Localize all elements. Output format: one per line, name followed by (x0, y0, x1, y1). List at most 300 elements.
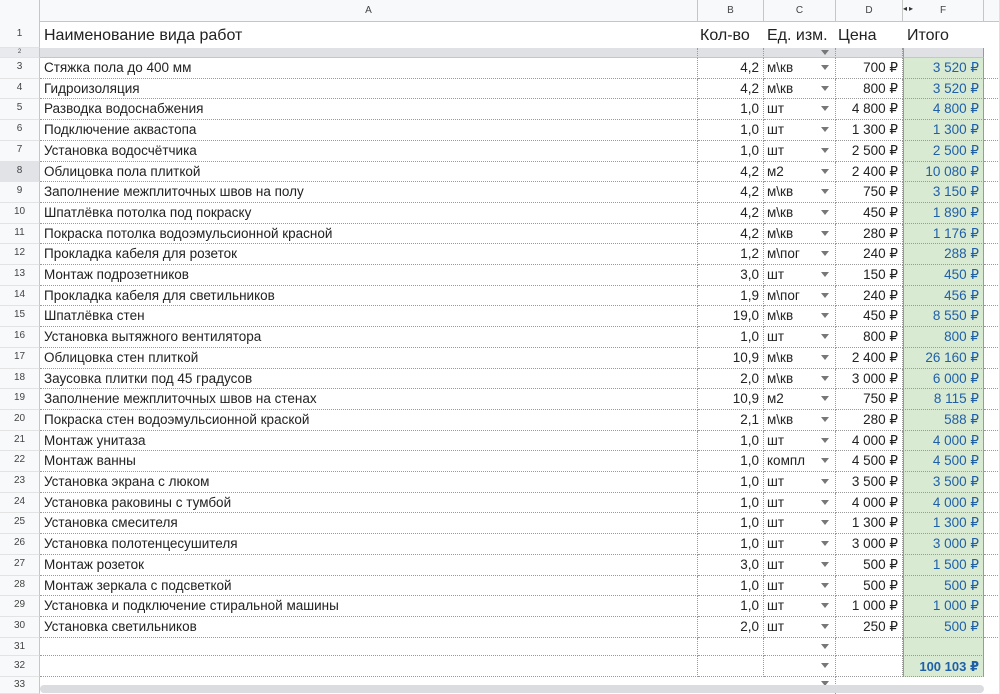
cell-name[interactable]: Монтаж унитаза (40, 431, 698, 451)
cell-qty[interactable]: 1,0 (698, 534, 764, 555)
row-number[interactable]: 12 (0, 244, 40, 265)
table-row (0, 534, 1000, 555)
cell-price[interactable]: 2 400 ₽ (836, 348, 903, 369)
cell-total[interactable]: 288 ₽ (903, 244, 984, 265)
cell-empty[interactable] (984, 244, 1000, 265)
cell-price[interactable]: 4 500 ₽ (836, 451, 903, 472)
row-number[interactable]: 1 (0, 22, 40, 48)
hidden-column-arrows-icon[interactable]: ◂▸ (903, 4, 916, 13)
table-row (0, 389, 1000, 410)
cell-price[interactable]: 4 800 ₽ (836, 99, 903, 120)
unit-value: м\кв (767, 371, 794, 386)
dropdown-arrow-icon[interactable] (821, 583, 829, 588)
cell-name[interactable]: Установка светильников (40, 617, 698, 638)
row-number[interactable]: 2 (0, 48, 40, 58)
cell-empty[interactable] (984, 617, 1000, 638)
cell-qty[interactable]: 4,2 (698, 224, 764, 244)
cell-price[interactable]: 450 ₽ (836, 306, 903, 327)
cell-total[interactable]: 1 176 ₽ (903, 224, 984, 244)
row-number[interactable]: 17 (0, 348, 40, 369)
cell-price[interactable]: 240 ₽ (836, 244, 903, 265)
cell-price[interactable]: 4 000 ₽ (836, 493, 903, 513)
cell-empty[interactable] (984, 182, 1000, 203)
cell-name[interactable]: Облицовка пола плиткой (40, 162, 698, 182)
row-number[interactable]: 27 (0, 555, 40, 576)
cell-qty[interactable]: 10,9 (698, 348, 764, 369)
cell-unit[interactable] (764, 617, 836, 638)
dropdown-arrow-icon[interactable] (821, 438, 829, 443)
row-number[interactable]: 5 (0, 99, 40, 120)
unit-value: м\кв (767, 184, 794, 199)
cell-name[interactable]: Прокладка кабеля для розеток (40, 244, 698, 265)
cell-price[interactable]: 800 ₽ (836, 79, 903, 99)
cell-qty[interactable]: 1,9 (698, 286, 764, 306)
dropdown-arrow-icon[interactable] (821, 65, 829, 70)
dropdown-arrow-icon[interactable] (821, 603, 829, 608)
cell-total[interactable]: 1 300 ₽ (903, 513, 984, 534)
cell-qty[interactable]: 1,0 (698, 472, 764, 493)
table-row (0, 493, 1000, 513)
row-number[interactable]: 29 (0, 596, 40, 617)
table-row (0, 58, 1000, 79)
cell-qty[interactable]: 1,0 (698, 431, 764, 451)
cell-price[interactable] (836, 638, 903, 656)
cell-total[interactable] (903, 638, 984, 656)
column-header-b[interactable]: B (698, 0, 764, 22)
dropdown-arrow-icon[interactable] (821, 169, 829, 174)
cell-qty[interactable]: 1,0 (698, 99, 764, 120)
cell-unit[interactable] (764, 203, 836, 224)
empty-row (0, 638, 1000, 656)
cell-qty[interactable]: 4,2 (698, 58, 764, 79)
row-number[interactable]: 21 (0, 431, 40, 451)
dropdown-arrow-icon[interactable] (821, 127, 829, 132)
row-number[interactable]: 8 (0, 162, 40, 182)
row-number[interactable]: 23 (0, 472, 40, 493)
cell-unit[interactable] (764, 555, 836, 576)
row-number[interactable]: 24 (0, 493, 40, 513)
cell-name[interactable]: Подключение аквастопа (40, 120, 698, 141)
dropdown-arrow-icon[interactable] (821, 376, 829, 381)
cell-price[interactable]: 500 ₽ (836, 555, 903, 576)
cell-price[interactable] (836, 656, 903, 677)
grand-total-value[interactable]: 100 103 ₽ (903, 656, 984, 677)
unit-value: м\кв (767, 412, 794, 427)
cell-unit[interactable] (764, 348, 836, 369)
cell-price[interactable]: 3 500 ₽ (836, 472, 903, 493)
row-number[interactable]: 30 (0, 617, 40, 638)
cell-empty[interactable] (984, 431, 1000, 451)
table-row (0, 203, 1000, 224)
row-number[interactable]: 11 (0, 224, 40, 244)
table-row (0, 348, 1000, 369)
cell-qty[interactable]: 4,2 (698, 79, 764, 99)
cell-total[interactable]: 3 520 ₽ (903, 58, 984, 79)
dropdown-arrow-icon[interactable] (821, 355, 829, 360)
cell-name[interactable]: Установка и подключение стиральной машины (40, 596, 698, 617)
dropdown-arrow-icon[interactable] (821, 86, 829, 91)
cell-name[interactable] (40, 656, 698, 677)
cell-empty[interactable] (984, 99, 1000, 120)
row-number[interactable]: 6 (0, 120, 40, 141)
cell-name[interactable]: Монтаж зеркала с подсветкой (40, 576, 698, 596)
cell-unit[interactable] (764, 58, 836, 79)
cell-qty[interactable]: 1,0 (698, 493, 764, 513)
table-row (0, 306, 1000, 327)
cell-unit[interactable] (764, 369, 836, 389)
cell-qty[interactable]: 1,0 (698, 451, 764, 472)
cell-empty[interactable] (984, 451, 1000, 472)
dropdown-arrow-icon[interactable] (821, 231, 829, 236)
cell-name[interactable]: Установка экрана с люком (40, 472, 698, 493)
row-number[interactable]: 10 (0, 203, 40, 224)
cell-price[interactable]: 4 000 ₽ (836, 431, 903, 451)
dropdown-arrow-icon[interactable] (821, 663, 829, 668)
cell-empty[interactable] (984, 348, 1000, 369)
cell-name[interactable]: Покраска потолка водоэмульсионной красной (40, 224, 698, 244)
cell-name[interactable]: Заполнение межплиточных швов на полу (40, 182, 698, 203)
cell-empty[interactable] (984, 224, 1000, 244)
cell-empty[interactable] (984, 327, 1000, 348)
cell-total[interactable]: 6 000 ₽ (903, 369, 984, 389)
cell-unit[interactable] (764, 596, 836, 617)
grand-total-row (0, 656, 1000, 677)
dropdown-arrow-icon[interactable] (821, 210, 829, 215)
cell-qty[interactable]: 19,0 (698, 306, 764, 327)
cell-unit[interactable] (764, 431, 836, 451)
column-header-d[interactable]: D (836, 0, 903, 22)
cell-empty[interactable] (984, 369, 1000, 389)
cell-empty[interactable] (984, 410, 1000, 431)
unit-value: шт (767, 598, 785, 613)
dropdown-arrow-icon[interactable] (821, 417, 829, 422)
cell-name[interactable]: Заполнение межплиточных швов на стенах (40, 389, 698, 410)
table-row (0, 617, 1000, 638)
cell-total[interactable]: 26 160 ₽ (903, 348, 984, 369)
unit-value: шт (767, 619, 785, 634)
frozen-divider (836, 48, 903, 58)
cell-price[interactable]: 700 ₽ (836, 58, 903, 79)
row-number[interactable]: 28 (0, 576, 40, 596)
cell-total[interactable]: 4 000 ₽ (903, 493, 984, 513)
cell-empty[interactable] (984, 286, 1000, 306)
dropdown-arrow-icon[interactable] (821, 148, 829, 153)
dropdown-arrow-icon[interactable] (821, 313, 829, 318)
cell-unit[interactable] (764, 451, 836, 472)
table-row (0, 451, 1000, 472)
cell-name[interactable]: Шпатлёвка стен (40, 306, 698, 327)
cell-total[interactable]: 450 ₽ (903, 265, 984, 286)
row-number[interactable]: 4 (0, 79, 40, 99)
unit-value: м\пог (767, 288, 800, 303)
cell-total[interactable]: 1 300 ₽ (903, 120, 984, 141)
cell-price[interactable]: 240 ₽ (836, 286, 903, 306)
row-number[interactable]: 15 (0, 306, 40, 327)
cell-unit[interactable] (764, 99, 836, 120)
cell-empty[interactable] (984, 596, 1000, 617)
dropdown-arrow-icon[interactable] (821, 272, 829, 277)
cell-total[interactable]: 4 500 ₽ (903, 451, 984, 472)
select-all-corner[interactable] (0, 0, 40, 22)
dropdown-arrow-icon[interactable] (821, 396, 829, 401)
cell-total[interactable]: 4 000 ₽ (903, 431, 984, 451)
cell-price[interactable]: 150 ₽ (836, 265, 903, 286)
cell-unit[interactable] (764, 162, 836, 182)
cell-name[interactable]: Стяжка пола до 400 мм (40, 58, 698, 79)
cell-price[interactable]: 3 000 ₽ (836, 534, 903, 555)
header-row (0, 22, 1000, 48)
cell-total[interactable]: 10 080 ₽ (903, 162, 984, 182)
cell-total[interactable]: 3 520 ₽ (903, 79, 984, 99)
cell-empty[interactable] (984, 513, 1000, 534)
dropdown-arrow-icon[interactable] (821, 251, 829, 256)
table-row (0, 555, 1000, 576)
cell-unit[interactable] (764, 265, 836, 286)
table-row (0, 431, 1000, 451)
row-number[interactable]: 31 (0, 638, 40, 656)
cell-qty[interactable]: 2,0 (698, 617, 764, 638)
cell-total[interactable]: 3 000 ₽ (903, 534, 984, 555)
table-row (0, 513, 1000, 534)
cell-empty[interactable] (984, 389, 1000, 410)
cell-name[interactable]: Установка раковины с тумбой (40, 493, 698, 513)
table-row (0, 286, 1000, 306)
cell-price[interactable]: 250 ₽ (836, 617, 903, 638)
cell-total[interactable]: 456 ₽ (903, 286, 984, 306)
cell-name[interactable]: Монтаж подрозетников (40, 265, 698, 286)
table-row (0, 120, 1000, 141)
cell-name[interactable]: Шпатлёвка потолка под покраску (40, 203, 698, 224)
unit-value: шт (767, 557, 785, 572)
unit-value: шт (767, 143, 785, 158)
unit-value: шт (767, 267, 785, 282)
cell-price[interactable]: 500 ₽ (836, 576, 903, 596)
cell-qty[interactable]: 10,9 (698, 389, 764, 410)
cell-price[interactable]: 450 ₽ (836, 203, 903, 224)
cell-name[interactable]: Монтаж ванны (40, 451, 698, 472)
cell-empty[interactable] (984, 79, 1000, 99)
cell-name[interactable]: Установка вытяжного вентилятора (40, 327, 698, 348)
cell-qty[interactable]: 4,2 (698, 203, 764, 224)
cell-unit[interactable] (764, 410, 836, 431)
cell-unit[interactable] (764, 120, 836, 141)
unit-value: шт (767, 495, 785, 510)
cell-total[interactable]: 1 500 ₽ (903, 555, 984, 576)
cell-qty[interactable]: 2,1 (698, 410, 764, 431)
header-qty[interactable]: Кол-во (700, 27, 750, 44)
cell-unit[interactable] (764, 656, 836, 677)
table-row (0, 141, 1000, 162)
cell-unit[interactable] (764, 576, 836, 596)
frozen-divider (903, 48, 984, 58)
cell-name[interactable]: Разводка водоснабжения (40, 99, 698, 120)
cell-empty[interactable] (984, 203, 1000, 224)
cell-name[interactable]: Монтаж розеток (40, 555, 698, 576)
cell-empty[interactable] (984, 534, 1000, 555)
dropdown-arrow-icon[interactable] (821, 334, 829, 339)
table-row (0, 99, 1000, 120)
cell-empty[interactable] (984, 555, 1000, 576)
table-row (0, 596, 1000, 617)
unit-value: м\кв (767, 308, 794, 323)
cell-unit[interactable] (764, 638, 836, 656)
cell-empty[interactable] (984, 493, 1000, 513)
column-header-bar (0, 0, 1000, 22)
cell-unit[interactable] (764, 493, 836, 513)
cell-total[interactable]: 500 ₽ (903, 576, 984, 596)
cell-unit[interactable] (764, 182, 836, 203)
unit-value: м2 (767, 391, 784, 406)
cell-qty[interactable] (698, 638, 764, 656)
unit-value: м\кв (767, 60, 794, 75)
cell-name[interactable]: Облицовка стен плиткой (40, 348, 698, 369)
cell-total[interactable]: 3 500 ₽ (903, 472, 984, 493)
cell-name[interactable]: Покраска стен водоэмульсионной краской (40, 410, 698, 431)
column-header-c[interactable]: C (764, 0, 836, 22)
row-number[interactable]: 19 (0, 389, 40, 410)
cell-qty[interactable]: 3,0 (698, 555, 764, 576)
row-number[interactable]: 33 (0, 677, 40, 694)
cell-name[interactable]: Установка полотенцесушителя (40, 534, 698, 555)
cell-qty[interactable]: 2,0 (698, 369, 764, 389)
cell-qty[interactable]: 1,0 (698, 120, 764, 141)
dropdown-arrow-icon[interactable] (821, 520, 829, 525)
row-number[interactable]: 20 (0, 410, 40, 431)
table-row (0, 576, 1000, 596)
row-number[interactable]: 13 (0, 265, 40, 286)
row-number[interactable]: 16 (0, 327, 40, 348)
row-number[interactable]: 7 (0, 141, 40, 162)
cell-unit[interactable] (764, 286, 836, 306)
cell-total[interactable]: 1 000 ₽ (903, 596, 984, 617)
cell-total[interactable]: 2 500 ₽ (903, 141, 984, 162)
row-number[interactable]: 3 (0, 58, 40, 79)
cell-unit[interactable] (764, 513, 836, 534)
cell-unit[interactable] (764, 306, 836, 327)
cell-price[interactable]: 1 300 ₽ (836, 120, 903, 141)
row-number[interactable]: 26 (0, 534, 40, 555)
cell-qty[interactable]: 4,2 (698, 182, 764, 203)
cell-name[interactable]: Установка смесителя (40, 513, 698, 534)
unit-value: шт (767, 122, 785, 137)
column-header-f[interactable]: F (903, 0, 984, 22)
horizontal-scrollbar[interactable] (40, 685, 984, 693)
cell-name[interactable]: Гидроизоляция (40, 79, 698, 99)
unit-value: шт (767, 536, 785, 551)
header-price[interactable]: Цена (838, 27, 877, 44)
row-number[interactable]: 25 (0, 513, 40, 534)
cell-unit[interactable] (764, 141, 836, 162)
row-number[interactable]: 32 (0, 656, 40, 677)
cell-qty[interactable]: 1,0 (698, 513, 764, 534)
cell-qty[interactable]: 1,2 (698, 244, 764, 265)
cell-price[interactable]: 280 ₽ (836, 224, 903, 244)
cell-price[interactable]: 2 400 ₽ (836, 162, 903, 182)
cell-unit[interactable] (764, 244, 836, 265)
cell-price[interactable]: 3 000 ₽ (836, 369, 903, 389)
dropdown-arrow-icon[interactable] (821, 458, 829, 463)
cell-empty[interactable] (984, 306, 1000, 327)
cell-price[interactable]: 800 ₽ (836, 327, 903, 348)
row-number[interactable]: 9 (0, 182, 40, 203)
cell-unit[interactable] (764, 389, 836, 410)
dropdown-arrow-icon[interactable] (821, 50, 829, 55)
cell-total[interactable]: 8 550 ₽ (903, 306, 984, 327)
cell-price[interactable]: 750 ₽ (836, 389, 903, 410)
cell-empty[interactable] (984, 58, 1000, 79)
cell-empty[interactable] (984, 472, 1000, 493)
dropdown-arrow-icon[interactable] (821, 106, 829, 111)
dropdown-arrow-icon[interactable] (821, 293, 829, 298)
cell-price[interactable]: 1 300 ₽ (836, 513, 903, 534)
dropdown-arrow-icon[interactable] (821, 644, 829, 649)
cell-qty[interactable] (698, 656, 764, 677)
cell-name[interactable]: Прокладка кабеля для светильников (40, 286, 698, 306)
cell-unit[interactable] (764, 472, 836, 493)
dropdown-arrow-icon[interactable] (821, 541, 829, 546)
cell-qty[interactable]: 3,0 (698, 265, 764, 286)
cell-qty[interactable]: 1,0 (698, 576, 764, 596)
cell-name[interactable] (40, 638, 698, 656)
cell-name[interactable]: Заусовка плитки под 45 градусов (40, 369, 698, 389)
unit-value: шт (767, 474, 785, 489)
cell-total[interactable]: 4 800 ₽ (903, 99, 984, 120)
dropdown-arrow-icon[interactable] (821, 479, 829, 484)
unit-value: м\кв (767, 226, 794, 241)
cell-qty[interactable]: 1,0 (698, 327, 764, 348)
cell-name[interactable]: Установка водосчётчика (40, 141, 698, 162)
cell-unit[interactable] (764, 534, 836, 555)
cell-qty[interactable]: 4,2 (698, 162, 764, 182)
cell-empty[interactable] (984, 162, 1000, 182)
header-name[interactable]: Наименование вида работ (44, 27, 243, 44)
dropdown-arrow-icon[interactable] (821, 189, 829, 194)
row-number[interactable]: 18 (0, 369, 40, 389)
row-number[interactable]: 14 (0, 286, 40, 306)
cell-price[interactable]: 280 ₽ (836, 410, 903, 431)
unit-value: м2 (767, 164, 784, 179)
cell-unit[interactable] (764, 224, 836, 244)
header-total[interactable]: Итого (903, 22, 984, 48)
dropdown-arrow-icon[interactable] (821, 500, 829, 505)
table-row (0, 265, 1000, 286)
row-number[interactable]: 22 (0, 451, 40, 472)
cell-qty[interactable]: 1,0 (698, 141, 764, 162)
cell-total[interactable]: 3 150 ₽ (903, 182, 984, 203)
cell-total[interactable]: 500 ₽ (903, 617, 984, 638)
cell-price[interactable]: 1 000 ₽ (836, 596, 903, 617)
table-row (0, 79, 1000, 99)
cell-total[interactable]: 588 ₽ (903, 410, 984, 431)
cell-price[interactable]: 750 ₽ (836, 182, 903, 203)
column-header-a[interactable]: A (40, 0, 698, 22)
cell-empty[interactable] (984, 141, 1000, 162)
dropdown-arrow-icon[interactable] (821, 624, 829, 629)
cell-qty[interactable]: 1,0 (698, 596, 764, 617)
cell-empty[interactable] (984, 120, 1000, 141)
cell-empty[interactable] (984, 265, 1000, 286)
cell-total[interactable]: 1 890 ₽ (903, 203, 984, 224)
cell-unit[interactable] (764, 79, 836, 99)
cell-empty[interactable] (984, 576, 1000, 596)
cell-total[interactable]: 800 ₽ (903, 327, 984, 348)
header-unit[interactable]: Ед. изм. (767, 27, 828, 44)
cell-price[interactable]: 2 500 ₽ (836, 141, 903, 162)
table-row (0, 162, 1000, 182)
dropdown-arrow-icon[interactable] (821, 562, 829, 567)
cell-unit[interactable] (764, 327, 836, 348)
cell-total[interactable]: 8 115 ₽ (903, 389, 984, 410)
